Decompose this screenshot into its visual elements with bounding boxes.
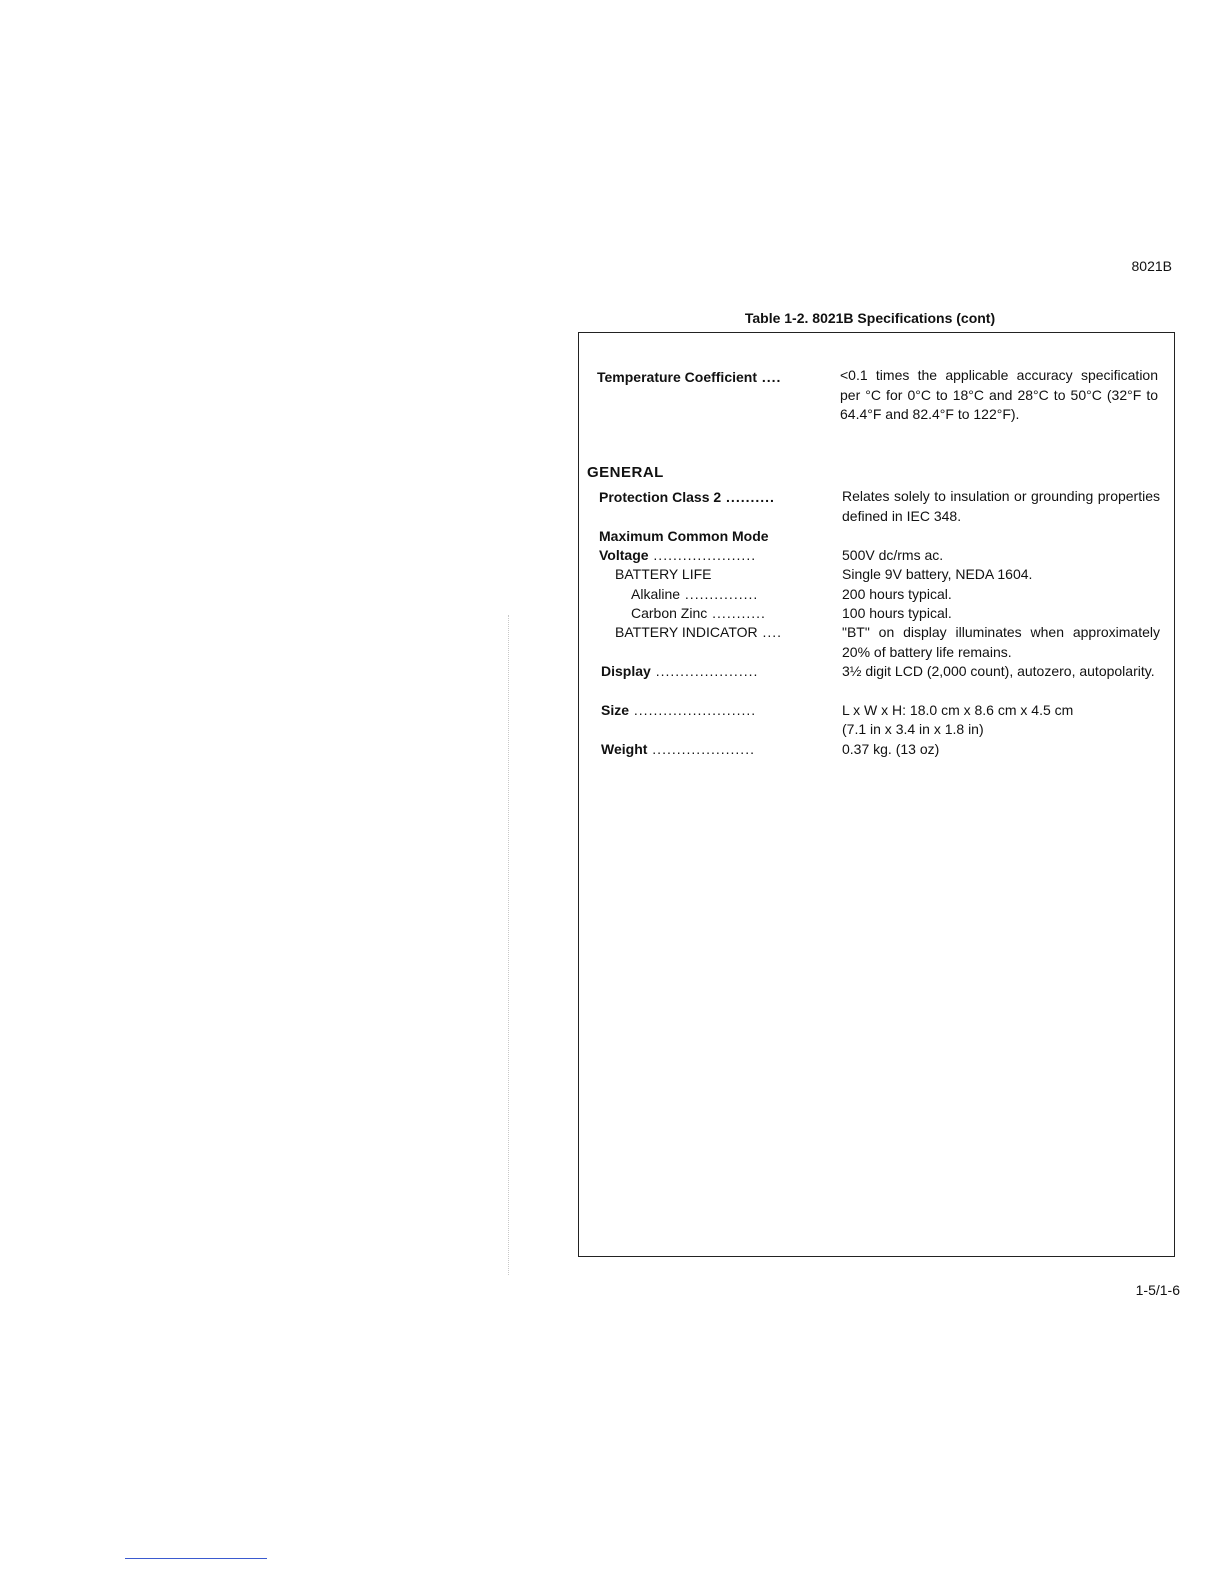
battery-indicator-label-text: BATTERY INDICATOR — [615, 624, 758, 640]
max-common-mode-value: 500V dc/rms ac. — [842, 547, 944, 563]
leader-dots: ............... — [680, 586, 759, 602]
protection-class-label — [599, 488, 831, 508]
general-section-heading: GENERAL — [587, 464, 664, 481]
weight-label — [601, 740, 833, 760]
weight-value: 0.37 kg. (13 oz) — [842, 741, 940, 757]
model-number-header: 8021B — [1131, 258, 1172, 274]
leader-dots: .......... — [721, 489, 775, 505]
max-common-mode-label-line1: Maximum Common Mode — [599, 528, 769, 544]
leader-dots: ........... — [707, 605, 766, 621]
temperature-coefficient-label — [597, 368, 829, 388]
temperature-coefficient-value: <0.1 times the applicable accuracy specification per °C for 0°C to 18°C and 28°C to 50°C (32°F to 64.4°F and 82.4°F to 122°F). — [840, 367, 1158, 422]
leader-dots: .... — [757, 369, 782, 385]
protection-class-label-text: Protection Class 2 — [599, 489, 722, 505]
carbon-zinc-value: 100 hours typical. — [842, 605, 952, 621]
size-value-line1: L x W x H: 18.0 cm x 8.6 cm x 4.5 cm — [842, 702, 1074, 718]
battery-indicator-value: "BT" on display illuminates when approximately 20% of battery life remains. — [842, 624, 1160, 660]
battery-life-label: BATTERY LIFE — [615, 566, 712, 582]
page-number: 1-5/1-6 — [1135, 1282, 1180, 1298]
size-value-line2: (7.1 in x 3.4 in x 1.8 in) — [842, 721, 984, 737]
battery-life-value: Single 9V battery, NEDA 1604. — [842, 566, 1033, 582]
scan-margin-specks — [508, 615, 510, 1275]
battery-indicator-label — [615, 623, 827, 643]
leader-dots: ......................... — [629, 702, 757, 718]
temperature-coefficient-label-text: Temperature Coefficient — [597, 369, 757, 385]
max-common-mode-label-line2 — [599, 546, 831, 566]
leader-dots: ..................... — [648, 547, 757, 563]
carbon-zinc-label-text: Carbon Zinc — [631, 605, 708, 621]
max-common-mode-label-text: Voltage — [599, 547, 649, 563]
table-title: Table 1-2. 8021B Specifications (cont) — [744, 310, 996, 326]
size-label-text: Size — [601, 702, 630, 718]
protection-class-value: Relates solely to insulation or grounding properties defined in IEC 348. — [842, 488, 1160, 524]
alkaline-label-text: Alkaline — [631, 586, 681, 602]
carbon-zinc-label — [631, 604, 827, 624]
leader-dots: ..................... — [647, 741, 755, 757]
specifications-table-frame — [578, 332, 1175, 1257]
leader-dots: .... — [757, 624, 783, 640]
weight-label-text: Weight — [601, 741, 648, 757]
leader-dots: ..................... — [650, 663, 759, 679]
display-label — [601, 662, 833, 682]
display-value: 3½ digit LCD (2,000 count), autozero, autopolarity. — [842, 663, 1155, 679]
footer-rule — [125, 1558, 267, 1559]
alkaline-value: 200 hours typical. — [842, 586, 952, 602]
display-label-text: Display — [601, 663, 651, 679]
size-label — [601, 701, 833, 721]
alkaline-label — [631, 585, 827, 605]
